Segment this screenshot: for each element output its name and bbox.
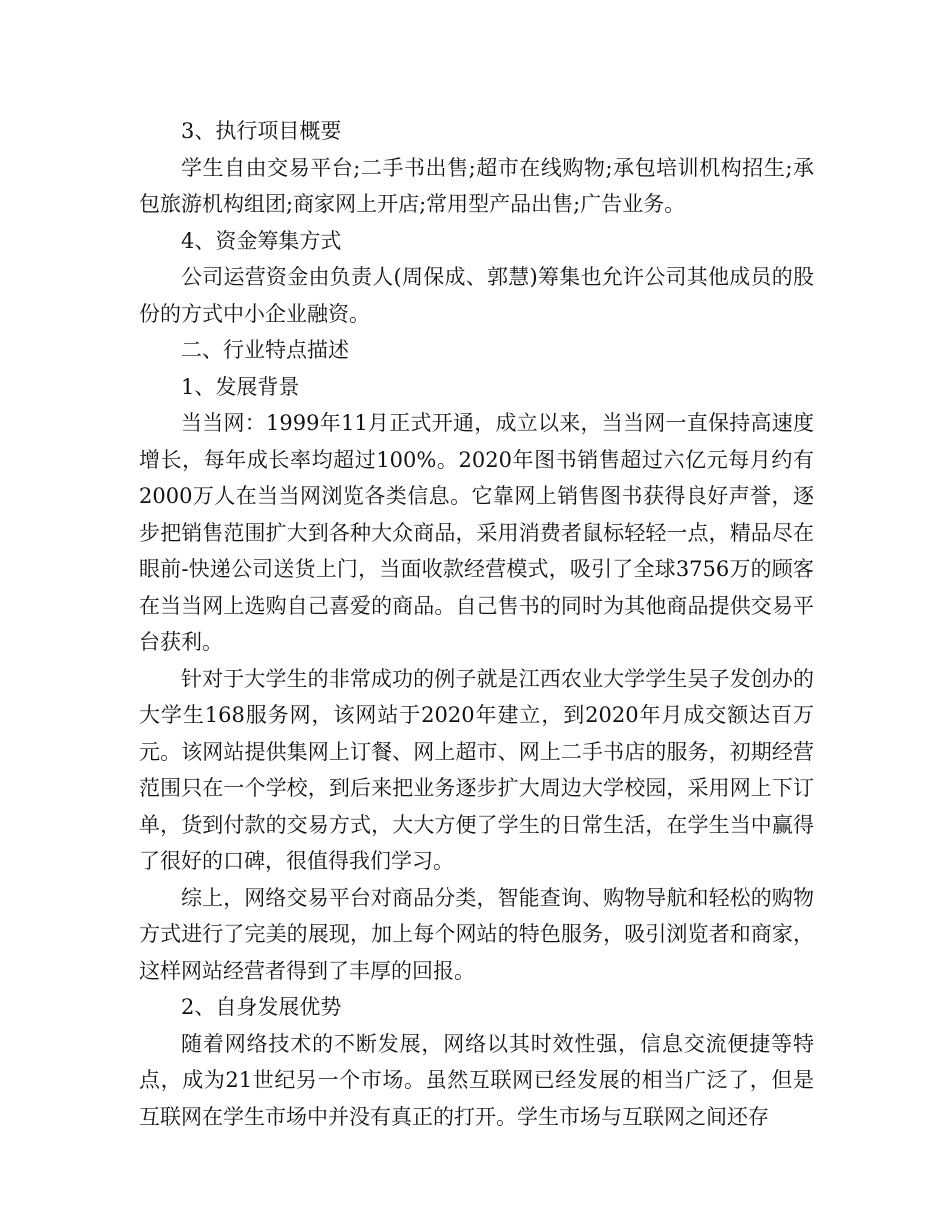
- section-heading-project-summary: 3、执行项目概要: [181, 119, 342, 143]
- chapter-heading-industry: 二、行业特点描述: [181, 338, 349, 362]
- section-heading-advantages: 2、自身发展优势: [181, 995, 342, 1019]
- section-heading-background: 1、发展背景: [181, 374, 300, 399]
- paragraph-student-example: 针对于大学生的非常成功的例子就是江西农业大学学生吴子发创办的大学生168服务网，该网站于2020年建立，到2020年月成交额达百万元。该网站提供集网上订餐、网上超市、网上二手书店的服务，初期经营范围只在一个学校，到后来把业务逐步扩大周边大学校园，采用网上下订单，货到付款的交易方式，大大方便了学生的日常生活，在学生当中赢得了很好的口碑，很值得我们学习。: [139, 666, 814, 873]
- paragraph-summary: 综上，网络交易平台对商品分类，智能查询、购物导航和轻松的购物方式进行了完美的展现，加上每个网站的特色服务，吸引浏览者和商家，这样网站经营者得到了丰厚的回报。: [139, 885, 814, 983]
- paragraph-dangdang: 当当网：1999年11月正式开通，成立以来，当当网一直保持高速度增长，每年成长率均超过100%。2020年图书销售超过六亿元每月约有 2000万人在当当网浏览各类信息。它靠网上销售图书获得良好声誉，逐步把销售范围扩大到各种大众商品，采用消费者鼠标轻轻一点，精品尽在眼前-快递公司送货上门，当面收款经营模式，吸引了全球3756万的顾客在当当网上选购自己喜爱的商品。自己售书的同时为其他商品提供交易平台获利。: [139, 411, 814, 654]
- paragraph-advantages: 随着网络技术的不断发展，网络以其时效性强，信息交流便捷等特点，成为21世纪另一个市场。虽然互联网已经发展的相当广泛了，但是互联网在学生市场中并没有真正的打开。学生市场与互联网之间还存: [139, 1031, 814, 1129]
- paragraph-project-items: 学生自由交易平台;二手书出售;超市在线购物;承包培训机构招生;承包旅游机构组团;商家网上开店;常用型产品出售;广告业务。: [139, 155, 814, 216]
- paragraph-funding: 公司运营资金由负责人(周保成、郭慧)筹集也允许公司其他成员的股份的方式中小企业融资。: [139, 265, 814, 326]
- section-heading-funding: 4、资金筹集方式: [181, 228, 342, 253]
- document-body: [139, 113, 814, 1135]
